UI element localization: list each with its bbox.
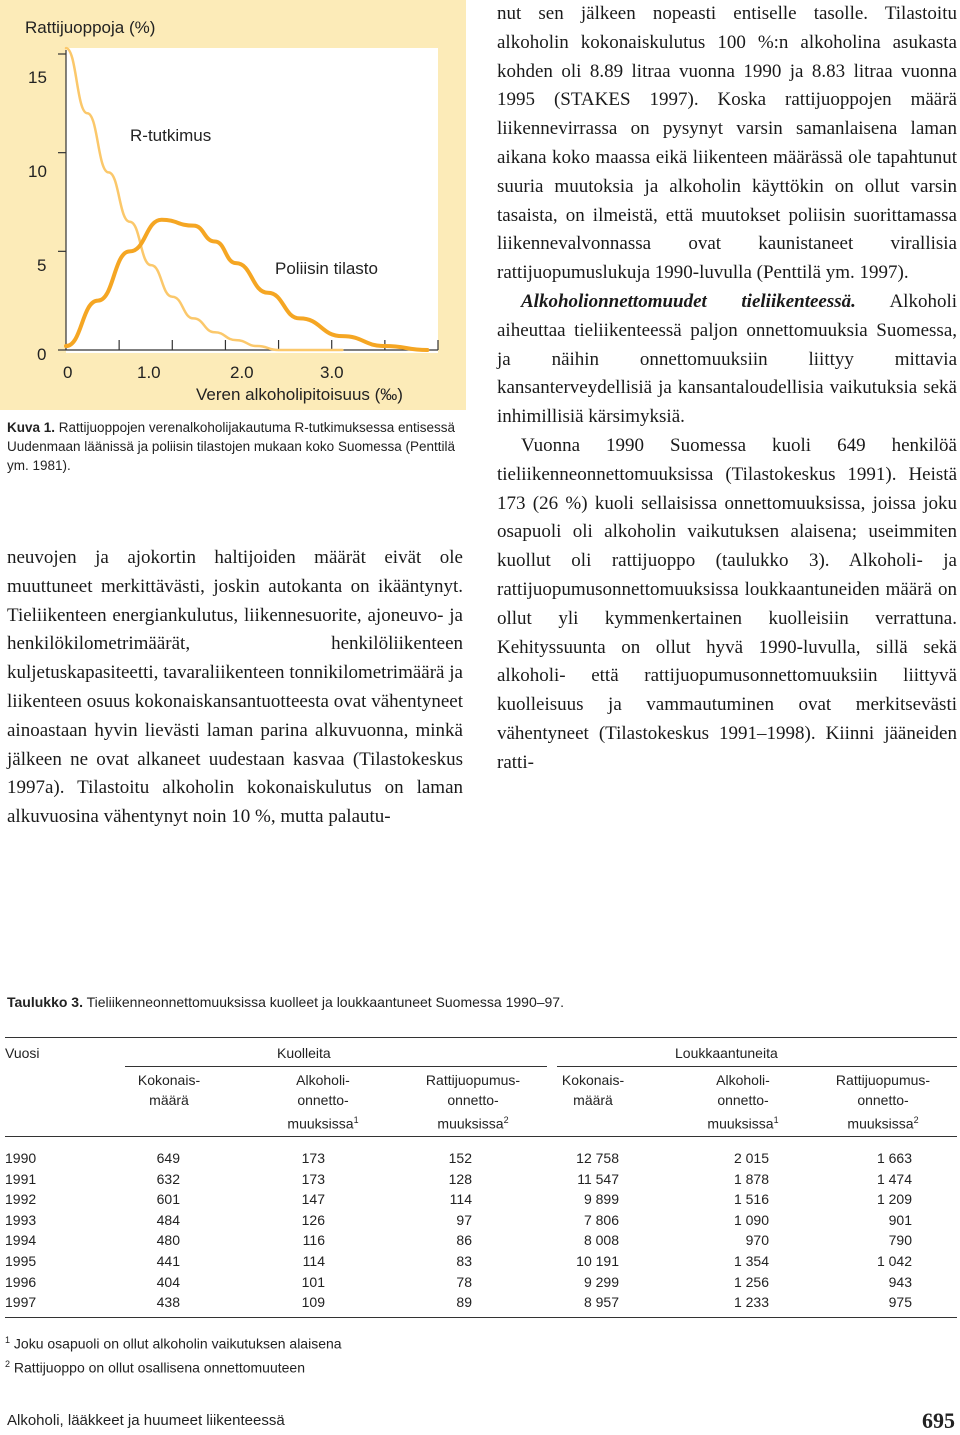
footnote-text: Joku osapuoli on ollut alkoholin vaikutuksen alaisena: [13, 1335, 342, 1352]
chart-axes: [58, 50, 438, 350]
table-cell: 114: [302, 1253, 325, 1269]
table-cell: 1 474: [876, 1170, 912, 1187]
header-year: Vuosi: [5, 1045, 40, 1061]
left-text-column: [7, 544, 463, 832]
figure-caption: [7, 418, 462, 475]
figure-chart: [0, 0, 470, 410]
header-killed-total: Kokonais- määrä: [137, 1072, 201, 1108]
table-cell: 1 209: [876, 1191, 912, 1208]
table-cell: 11 547: [577, 1170, 619, 1187]
table-cell: 8 008: [583, 1232, 619, 1249]
footnote-marker: 2: [5, 1358, 11, 1369]
table-cell: 943: [888, 1273, 912, 1290]
paragraph: Vuonna 1990 Suomessa kuoli 649 henkilöä tieliikenneonnettomuuksissa (Tilastokeskus 1991). Heistä 173 (26 %) kuoli sellaisissa onnettomuuksissa, joissa joku osapuoli oli alkoholin vaikutuksen alaisena; useimmiten kuollut oli rattijuoppo (taulukko 3). Alkoholi- ja rattijuopumusonnettomuuksissa loukkaantuneiden määrä on ollut yli kymmenkertainen kuolleisiin verrattuna. Kehityssuunta on ollut hyvä 1990-luvulla, sillä sekä alkoholi- että rattijuopumusonnettomuuksiin liittyvä kuolleisuus ja vammautuminen ovat merkitsevästi vähentyneet (Tilastokeskus 1991–1998). Kiinni jääneiden ratti-: [497, 434, 957, 773]
x-tick-label: 0: [63, 363, 73, 382]
table-cell: 1 878: [733, 1170, 769, 1187]
header-text: Rattijuopumus- onnetto- muuksissa: [835, 1072, 931, 1132]
table-cell-year: 1992: [5, 1191, 37, 1208]
header-group-killed: Kuolleita: [277, 1045, 331, 1061]
running-footer: Alkoholi, lääkkeet ja huumeet liikenteessä: [7, 1412, 285, 1429]
x-tick-label: 3.0: [320, 363, 344, 382]
chart-series: [66, 48, 427, 350]
y-tick-label: 5: [37, 256, 47, 275]
caption-text: Rattijuoppojen verenalkoholijakautuma R-tutkimuksessa entisessä Uudenmaan läänissä ja poliisin tilastojen mukaan koko Suomessa (Penttilä ym. 1981).: [7, 420, 456, 473]
table-cell-year: 1991: [5, 1170, 37, 1187]
table-cell: 101: [301, 1273, 325, 1290]
table-cell: 9 299: [583, 1273, 619, 1290]
table-cell-year: 1996: [5, 1273, 37, 1290]
table-cell: 1 233: [733, 1294, 769, 1311]
right-text-column: [497, 0, 957, 778]
header-text: Alkoholi- onnetto- muuksissa: [287, 1072, 354, 1132]
table-cell: 1 256: [733, 1273, 769, 1290]
table-cell: 7 806: [583, 1211, 619, 1228]
header-group-injured: Loukkaantuneita: [675, 1045, 778, 1061]
table-cell: 116: [302, 1232, 325, 1249]
y-tick-label: 10: [28, 162, 47, 181]
group-rule-injured: [557, 1066, 957, 1067]
table-cell-year: 1997: [5, 1294, 37, 1311]
table-cell: 790: [888, 1232, 912, 1249]
table-cell: 152: [448, 1150, 472, 1166]
table-rule-bottom: [5, 1317, 957, 1318]
x-tick-label: 1.0: [137, 363, 161, 382]
table-cell: 1 663: [876, 1150, 912, 1166]
series-line-r-tutkimus: [66, 48, 342, 350]
table-cell: 173: [301, 1170, 325, 1187]
table-cell: 10 191: [576, 1253, 619, 1269]
table-rule-header: [5, 1136, 957, 1137]
footnote-marker: 1: [353, 1115, 359, 1125]
table-cell: 649: [156, 1150, 180, 1166]
footnote-marker: 2: [503, 1115, 509, 1125]
paragraph: nut sen jälkeen nopeasti entiselle tasolle. Tilastoitu alkoholin kokonaiskulutus 100 %:n alkoholina asukasta kohden oli 8.89 litraa vuonna 1990 ja 8.83 litraa vuonna 1995 (STAKES 1997). Koska rattijuoppojen määrä liikennevirrassa on pysynyt varsin samanlaisena laman aikana koko maassa eikä liikenteen määrässä ole tapahtunut suuria muutoksia ja alkoholin käyttökin on ollut varsin tasaista, on ilmeistä, että muutokset poliisin suorittamassa liikennevalvonnassa ovat kaunistaneet virallisia rattijuopumuslukuja 1990-luvulla (Penttilä ym. 1997).: [497, 3, 957, 284]
table-cell: 901: [888, 1211, 912, 1228]
table-cell: 114: [449, 1191, 472, 1208]
section-heading: Alkoholionnettomuudet tieliikenteessä.: [521, 290, 856, 312]
table-label: Taulukko 3.: [7, 994, 83, 1010]
table-cell: 601: [156, 1191, 180, 1208]
table-footnotes: [5, 1330, 342, 1377]
header-killed-alcohol: [273, 1070, 373, 1134]
y-tick-label: 15: [28, 68, 47, 87]
figure-1: [0, 0, 470, 410]
x-tick-label: 2.0: [230, 363, 254, 382]
table-cell: 89: [456, 1294, 472, 1311]
series-label-r-tutkimus: R-tutkimus: [130, 126, 212, 145]
section-paragraph: [497, 288, 957, 432]
y-axis-label: Rattijuoppoja (%): [25, 18, 156, 37]
header-injured-alcohol: [693, 1070, 793, 1134]
table-cell: 109: [301, 1294, 325, 1311]
table-cell: 126: [301, 1211, 325, 1228]
table-cell: 9 899: [583, 1191, 619, 1208]
header-injured-drunk: [819, 1070, 947, 1134]
table-cell: 86: [456, 1232, 472, 1249]
table-cell: 97: [456, 1211, 472, 1228]
table-cell: 632: [156, 1170, 180, 1187]
table-cell: 1 516: [733, 1191, 769, 1208]
table-cell-year: 1995: [5, 1253, 37, 1269]
caption-label: Kuva 1.: [7, 420, 56, 435]
footnote-marker: 1: [773, 1115, 779, 1125]
series-line-poliisin-tilasto: [66, 220, 427, 350]
table-cell: 1 042: [876, 1253, 912, 1269]
header-text: Alkoholi- onnetto- muuksissa: [707, 1072, 774, 1132]
header-killed-drunk: [409, 1070, 537, 1134]
table-cell: 1 090: [733, 1211, 769, 1228]
paragraph: neuvojen ja ajokortin haltijoiden määrät eivät ole muuttuneet merkittävästi, joskin autokanta on ikääntynyt. Tieliikenteen energiankulutus, liikennesuorite, ajoneuvo- ja henkilökilometrimäärät, henkilöliikenteen kuljetuskapasiteetti, tavaraliikenteen tonnikilometrimäärä ja liikenteen osuus kokonaiskansantuotteesta ovat vähentyneet ainoastaan hyvin lievästi laman parina alkuvuonna, minkä jälkeen ne ovat alkaneet uudestaan kasvaa (Tilastokeskus 1997a). Tilastoitu alkoholin kokonaiskulutus on laman alkuvuosina vähentynyt noin 10 %, mutta palautu-: [7, 547, 463, 828]
table-cell-year: 1994: [5, 1232, 37, 1249]
table-cell-year: 1990: [5, 1150, 37, 1166]
footnote-1: [5, 1330, 342, 1354]
table-cell: 975: [888, 1294, 912, 1311]
table-cell: 1 354: [733, 1253, 769, 1269]
table-cell: 78: [456, 1273, 472, 1290]
footnote-text: Rattijuoppo on ollut osallisena onnettomuuteen: [13, 1359, 306, 1376]
x-axis-label: Veren alkoholipitoisuus (‰): [196, 385, 403, 404]
table-cell: 441: [156, 1253, 180, 1269]
table-cell: 404: [156, 1273, 180, 1290]
page-number: 695: [922, 1408, 955, 1433]
table-title-text: Tieliikenneonnettomuuksissa kuolleet ja loukkaantuneet Suomessa 1990–97.: [86, 994, 564, 1010]
table-cell-year: 1993: [5, 1211, 37, 1228]
table-cell: 970: [745, 1232, 769, 1249]
header-text: Rattijuopumus- onnetto- muuksissa: [425, 1072, 521, 1132]
table-cell: 147: [301, 1191, 325, 1208]
table-title: [7, 994, 564, 1010]
table-cell: 480: [156, 1232, 180, 1249]
footnote-marker: 2: [913, 1115, 919, 1125]
group-rule-killed: [125, 1066, 547, 1067]
footnote-marker: 1: [5, 1335, 11, 1345]
table-cell: 438: [156, 1294, 180, 1311]
table-rule-top: [5, 1037, 957, 1038]
paragraph-text: Alkoholi aiheuttaa tieliikenteessä paljon onnettomuuksia Suomessa, ja näihin onnettomuuksiin liittyy mittavia kansanterveydellisiä ja kansantaloudellisia vaikutuksia sekä inhimillisiä kärsimyksiä.: [497, 290, 957, 428]
y-tick-label: 0: [37, 345, 47, 364]
table-cell: 128: [448, 1170, 472, 1187]
footnote-2: [5, 1354, 342, 1378]
series-label-poliisin-tilasto: Poliisin tilasto: [275, 259, 378, 278]
table-cell: 2 015: [733, 1150, 769, 1166]
table-cell: 8 957: [583, 1294, 619, 1311]
table-cell: 83: [456, 1253, 472, 1269]
header-injured-total: Kokonais- määrä: [561, 1072, 625, 1108]
table-cell: 12 758: [576, 1150, 619, 1166]
table-cell: 484: [156, 1211, 180, 1228]
table-cell: 173: [301, 1150, 325, 1166]
